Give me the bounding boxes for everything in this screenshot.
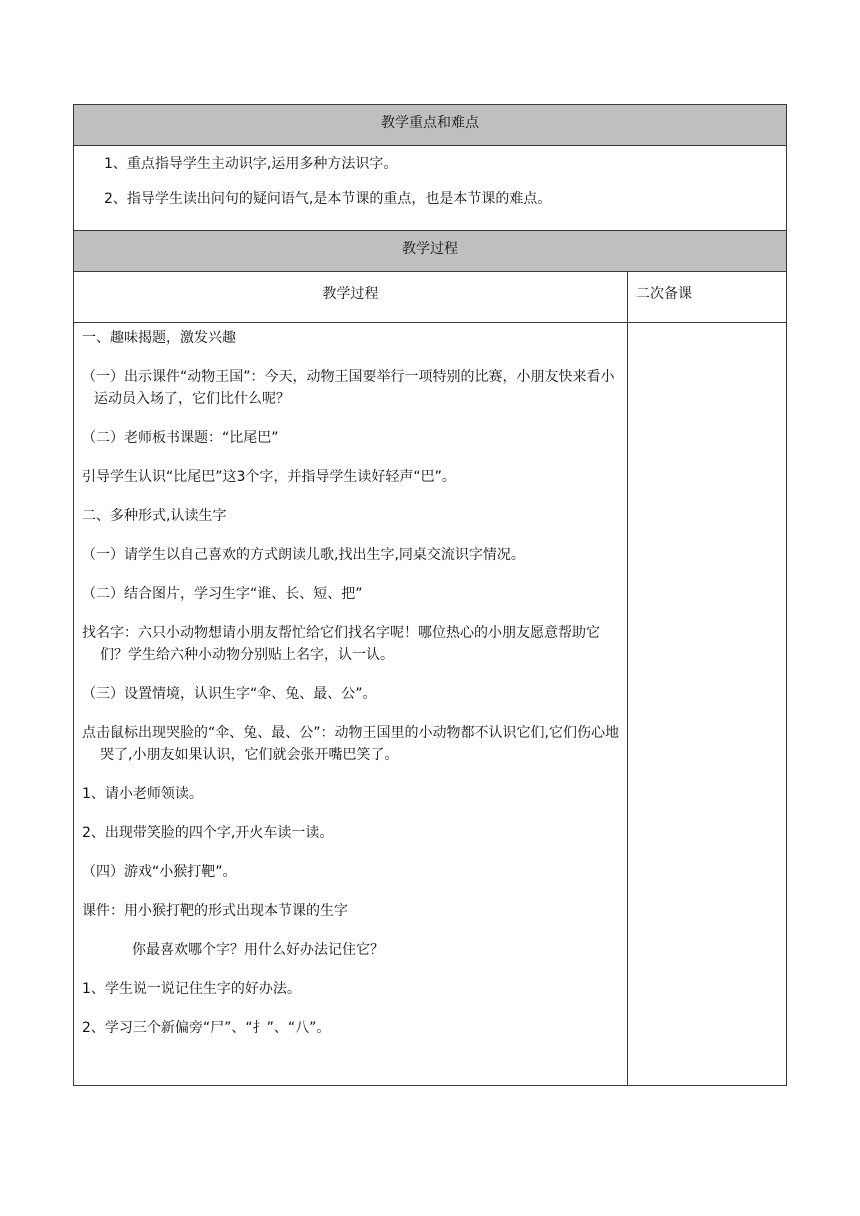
process-line: 1、学生说一说记住生字的好办法。 [82, 981, 301, 997]
column-header-notes-text: 二次备课 [636, 286, 692, 302]
lesson-plan-document [73, 104, 786, 1086]
process-line: 找名字：六只小动物想请小朋友帮忙给它们找名字呢！哪位热心的小朋友愿意帮助它们？学生给六种小动物分别贴上名字，认一认。 [82, 625, 600, 663]
process-line: （四）游戏“小猴打靶”。 [82, 864, 237, 880]
process-line: （二）老师板书课题：“比尾巴” [82, 430, 279, 446]
process-line: 2、出现带笑脸的四个字,开火车读一读。 [82, 825, 334, 841]
key-points-header-text: 教学重点和难点 [381, 115, 479, 131]
column-header-process [74, 272, 628, 323]
process-line: （二）结合图片，学习生字“谁、长、短、把” [82, 586, 363, 602]
key-points-cell [74, 146, 787, 231]
process-line: 你最喜欢哪个字？用什么好办法记住它？ [132, 942, 384, 958]
process-line: （一）出示课件“动物王国”：今天，动物王国要举行一项特别的比赛，小朋友快来看小运动员入场了，它们比什么呢？ [82, 369, 615, 407]
process-line: 点击鼠标出现哭脸的“伞、兔、最、公”：动物王国里的小动物都不认识它们,它们伤心地哭了,小朋友如果认识，它们就会张开嘴巴笑了。 [82, 725, 619, 763]
process-header-text: 教学过程 [402, 241, 458, 257]
process-content-cell [74, 323, 628, 1086]
process-line: 引导学生认识“比尾巴”这3个字，并指导学生读好轻声“巴”。 [82, 469, 456, 485]
notes-content-cell [628, 323, 787, 1086]
process-line: 课件：用小猴打靶的形式出现本节课的生字 [82, 903, 348, 919]
column-header-notes [628, 272, 787, 323]
key-point-1: 1、重点指导学生主动识字,运用多种方法识字。 [104, 156, 398, 172]
process-line: （一）请学生以自己喜欢的方式朗读儿歌,找出生字,同桌交流识字情况。 [82, 547, 525, 563]
process-line: （三）设置情境，认识生字“伞、兔、最、公”。 [82, 686, 377, 702]
lesson-plan-table [73, 104, 787, 1086]
column-header-process-text: 教学过程 [322, 286, 379, 302]
key-point-2: 2、指导学生读出问句的疑问语气,是本节课的重点，也是本节课的难点。 [104, 191, 552, 207]
process-line: 2、学习三个新偏旁“尸”、“扌”、“八”。 [82, 1020, 331, 1036]
process-line: 1、请小老师领读。 [82, 786, 203, 802]
process-line: 一、趣味揭题，激发兴趣 [82, 330, 236, 346]
process-line: 二、多种形式,认读生字 [82, 508, 227, 524]
key-points-header [74, 105, 787, 146]
process-header [74, 231, 787, 272]
